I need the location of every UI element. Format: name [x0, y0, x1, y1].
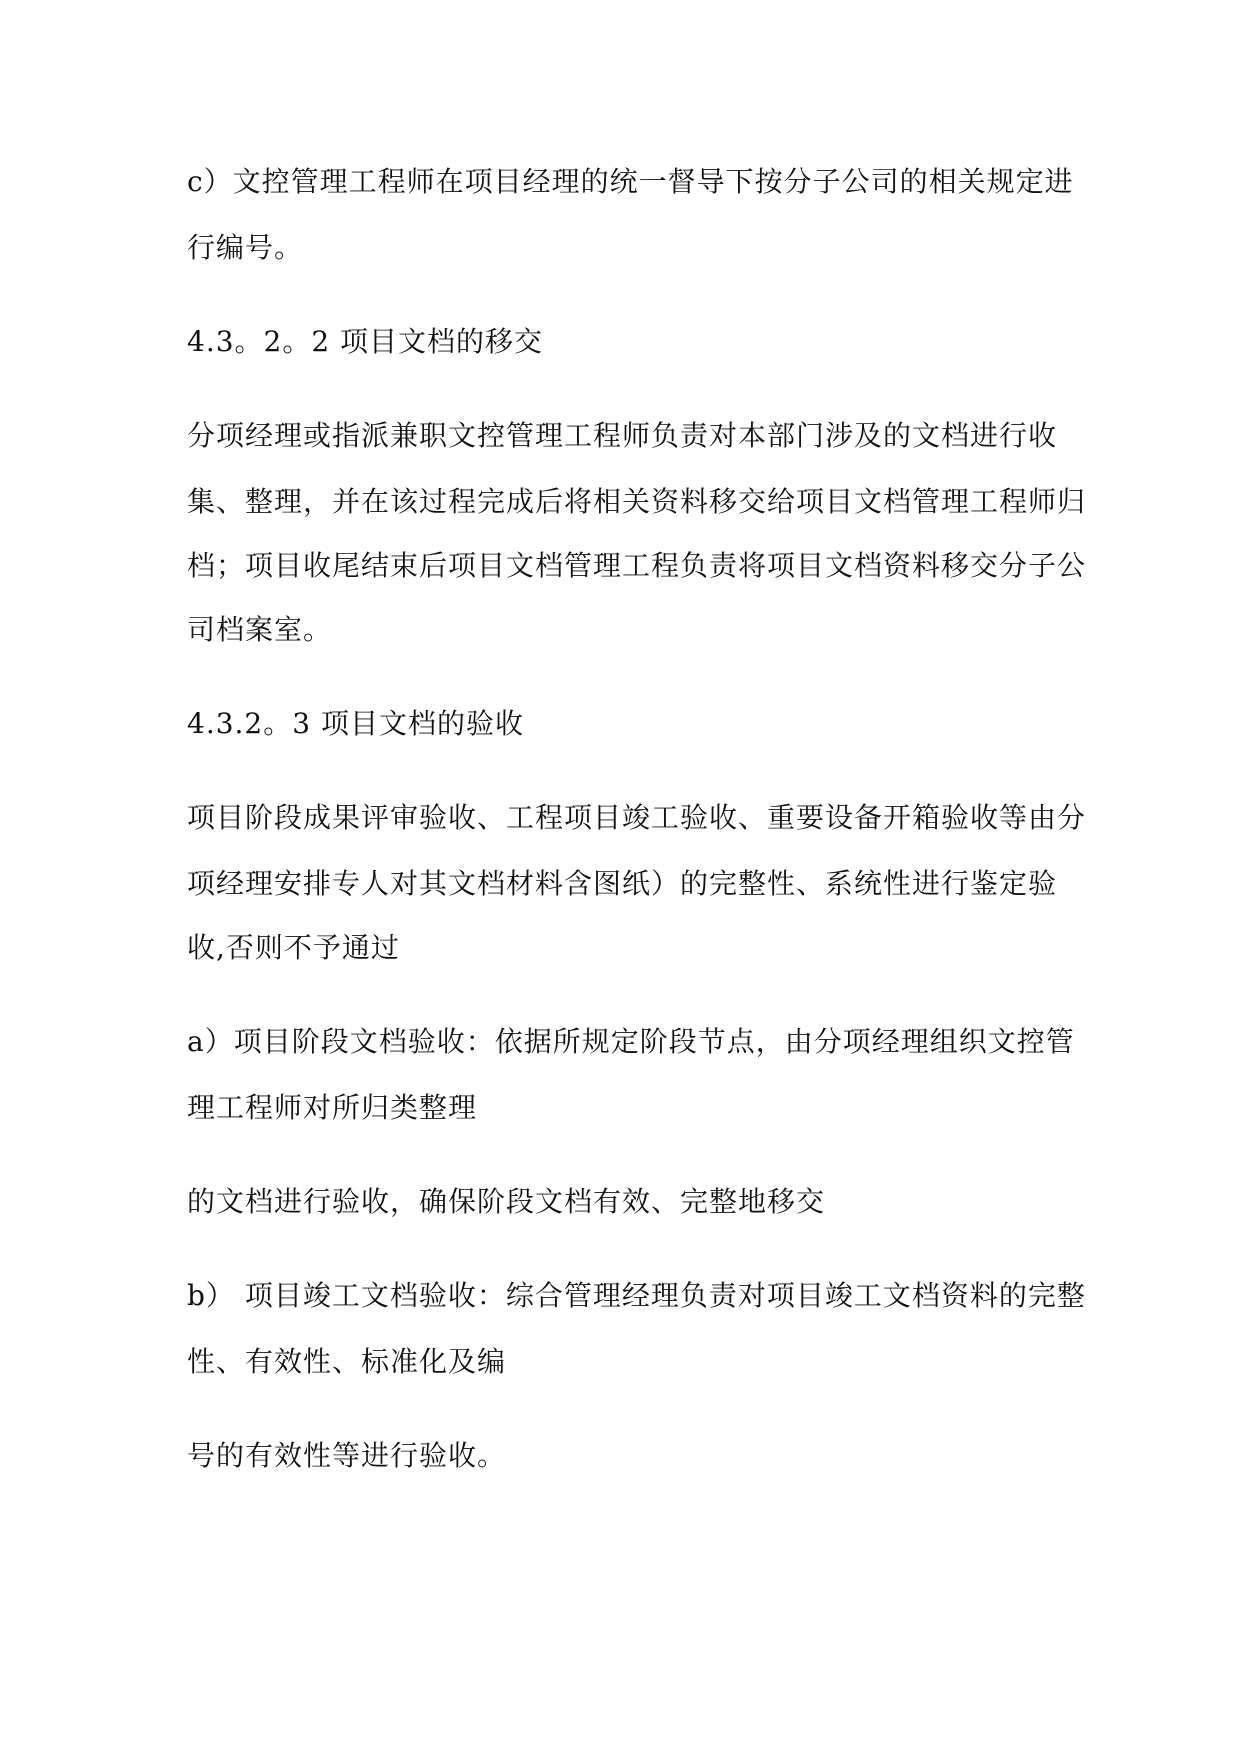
- paragraph-c-numbering-line-1: c）文控管理工程师在项目经理的统一督导下按分子公司的相关规定进: [187, 165, 1074, 198]
- paragraph-acceptance-line-1: 项目阶段成果评审验收、工程项目竣工验收、重要设备开箱验收等由分: [187, 801, 1087, 834]
- item-a-continuation: 的文档进行验收，确保阶段文档有效、完整地移交: [187, 1185, 826, 1218]
- paragraph-c-numbering-line-2: 行编号。: [187, 231, 304, 264]
- section-heading-4-3-2-3: 4.3.2。3 项目文档的验收: [187, 707, 524, 740]
- paragraph-transfer-line-3: 档；项目收尾结束后项目文档管理工程负责将项目文档资料移交分子公: [187, 549, 1087, 582]
- section-heading-4-3-2-2: 4.3。2。2 项目文档的移交: [187, 325, 544, 358]
- paragraph-acceptance-line-3: 收,否则不予通过: [187, 931, 400, 964]
- item-a-line-1: a）项目阶段文档验收：依据所规定阶段节点，由分项经理组织文控管: [187, 1025, 1075, 1058]
- item-a-line-2: 理工程师对所归类整理: [187, 1091, 478, 1124]
- paragraph-transfer-line-4: 司档案室。: [187, 613, 333, 646]
- paragraph-transfer-line-1: 分项经理或指派兼职文控管理工程师负责对本部门涉及的文档进行收: [187, 419, 1058, 452]
- item-b-line-2: 性、有效性、标准化及编: [187, 1345, 507, 1378]
- item-b-continuation: 号的有效性等进行验收。: [187, 1439, 507, 1472]
- paragraph-acceptance-line-2: 项经理安排专人对其文档材料含图纸）的完整性、系统性进行鉴定验: [187, 867, 1058, 900]
- paragraph-transfer-line-2: 集、整理，并在该过程完成后将相关资料移交给项目文档管理工程师归: [187, 485, 1087, 518]
- item-b-line-1: b） 项目竣工文档验收：综合管理经理负责对项目竣工文档资料的完整: [187, 1279, 1086, 1312]
